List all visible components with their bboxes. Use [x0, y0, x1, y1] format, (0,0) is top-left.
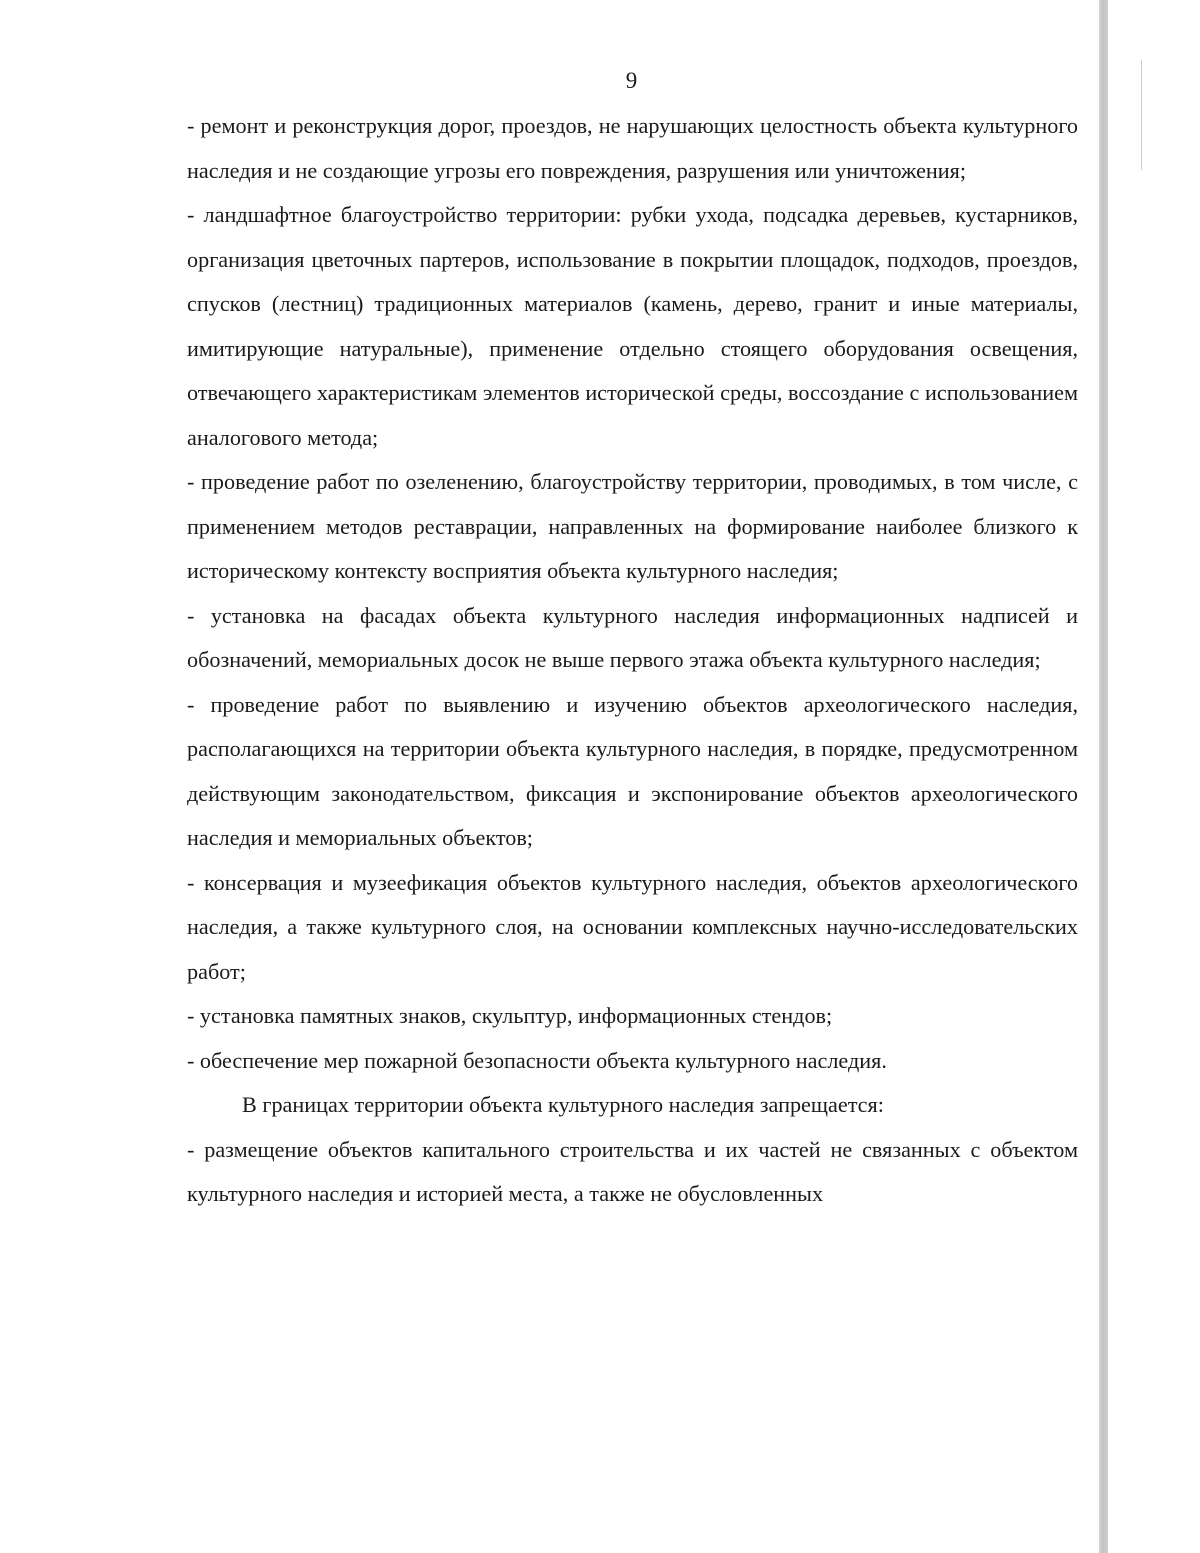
paragraph-facade-signs: - установка на фасадах объекта культурного наследия информационных надписей и обозначений, мемориальных досок не выше первого этажа объекта культурного наследия; [187, 602, 1078, 672]
paragraph-prohibited-heading: В границах территории объекта культурного наследия запрещается: [242, 1092, 884, 1117]
paragraph-construction: - размещение объектов капитального строительства и их частей не связанных с объектом культурного наследия и историей места, а также не обусловленных [187, 1136, 1078, 1206]
paragraph-roads: - ремонт и реконструкция дорог, проездов, не нарушающих целостность объекта культурного наследия и не создающие угрозы его повреждения, разрушения или уничтожения; [187, 113, 1078, 183]
paragraph-memorials: - установка памятных знаков, скульптур, информационных стендов; [187, 1003, 833, 1028]
document-body [187, 104, 1078, 1217]
paragraph-greening: - проведение работ по озеленению, благоустройству территории, проводимых, в том числе, с применением методов реставрации, направленных на формирование наиболее близкого к историческому контексту восприятия объекта культурного наследия; [187, 469, 1078, 583]
scan-edge-shadow [1099, 0, 1108, 1553]
paragraph-fire-safety: - обеспечение мер пожарной безопасности объекта культурного наследия. [187, 1047, 887, 1073]
paragraph-archaeology: - проведение работ по выявлению и изучению объектов археологического наследия, располагающихся на территории объекта культурного наследия, в порядке, предусмотренном действующим законодательством, фиксация и экспонирование объектов археологического наследия и мемориальных объектов; [187, 691, 1078, 850]
paragraph-conservation: - консервация и музеефикация объектов культурного наследия, объектов археологического наследия, а также культурного слоя, на основании комплексных научно-исследовательских работ; [187, 869, 1078, 984]
page-number: 9 [625, 68, 638, 93]
paragraph-landscaping: - ландшафтное благоустройство территории: рубки ухода, подсадка деревьев, кустарников, организация цветочных партеров, использование в покрытии площадок, подходов, проездов, спусков (лестниц) традиционных материалов (камень, дерево, гранит и иные материалы, имитирующие натуральные), применение отдельно стоящего оборудования освещения, отвечающего характеристикам элементов исторической среды, воссоздание с использованием аналогового метода; [187, 202, 1078, 450]
